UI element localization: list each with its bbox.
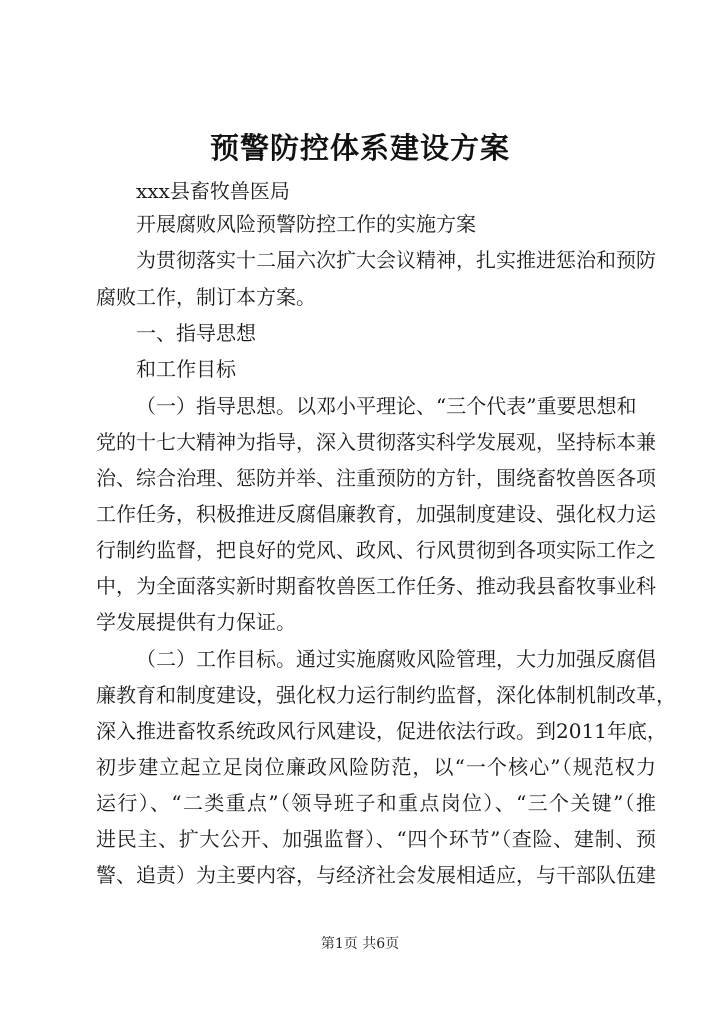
page-number: 第1页 共6页 (320, 936, 400, 952)
body-line: 初步建立起立足岗位廉政风险防范，以“一个核心”（规范权力 (96, 755, 656, 779)
body-line: 深入推进畜牧系统政风行风建设，促进依法行政。到2011年底， (96, 719, 667, 743)
body-line: 治、综合治理、惩防并举、注重预防的方针，围绕畜牧兽医各项 (96, 466, 656, 490)
body-line: （一）指导思想。以邓小平理论、“三个代表”重要思想和 (136, 394, 637, 418)
document-title: 预警防控体系建设方案 (209, 131, 510, 165)
subtitle-line: 开展腐败风险预警防控工作的实施方案 (136, 212, 476, 236)
body-line: 为贯彻落实十二届六次扩大会议精神，扎实推进惩治和预防 (136, 248, 656, 272)
body-line: 党的十七大精神为指导，深入贯彻落实科学发展观，坚持标本兼 (96, 430, 656, 454)
body-line: 运行）、“二类重点”（领导班子和重点岗位）、“三个关键”（推 (96, 791, 656, 815)
body-line: 进民主、扩大公开、加强监督）、“四个环节”（查险、建制、预 (96, 827, 656, 851)
body-line: 行制约监督，把良好的党风、政风、行风贯彻到各项实际工作之 (96, 538, 656, 562)
body-line: 中，为全面落实新时期畜牧兽医工作任务、推动我县畜牧事业科 (96, 574, 656, 598)
body-line: （二）工作目标。通过实施腐败风险管理，大力加强反腐倡 (136, 647, 656, 671)
body-line: 廉教育和制度建设，强化权力运行制约监督，深化体制机制改革， (96, 683, 676, 707)
body-line: 学发展提供有力保证。 (96, 610, 296, 634)
issuer-line: xxx县畜牧兽医局 (136, 179, 290, 203)
body-line: 警、追责）为主要内容，与经济社会发展相适应，与干部队伍建 (96, 863, 656, 887)
section-heading: 一、指导思想 (136, 321, 256, 345)
body-line: 工作任务，积极推进反腐倡廉教育，加强制度建设、强化权力运 (96, 502, 656, 526)
body-line: 腐败工作，制订本方案。 (96, 285, 316, 309)
section-heading: 和工作目标 (136, 357, 236, 381)
